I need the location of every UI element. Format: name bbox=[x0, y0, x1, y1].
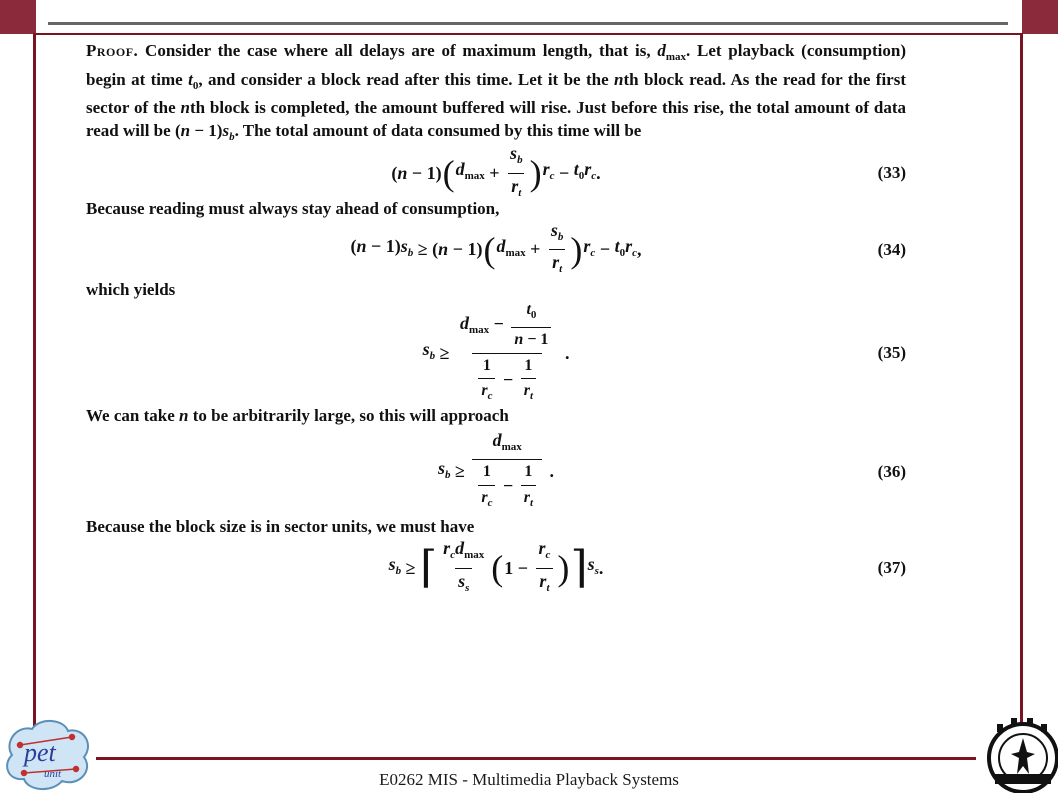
equation-number-37: (37) bbox=[877, 557, 906, 577]
equation-34: $(n - 1)s_b$ ≥ (n − 1) ( $d_{max}$ + $\frac{s_b}{r_t}$ ) $r_c$ − $t_0r_c$ , (34) bbox=[86, 221, 906, 279]
proof-paragraph-4: We can take n to be arbitrarily large, so this will approach bbox=[86, 406, 509, 425]
bottom-rule bbox=[96, 757, 976, 760]
slide-footer: E0262 MIS - Multimedia Playback Systems bbox=[379, 770, 679, 789]
corner-block-right bbox=[1022, 0, 1058, 34]
equation-number-35: (35) bbox=[877, 342, 906, 362]
svg-text:unit: unit bbox=[44, 768, 62, 780]
equation-33: (n − 1) ( $d_{max}$ + $\frac{s_b}{r_t}$ ) $r_c$ − $t_0r_c$ . (33) bbox=[86, 148, 906, 198]
proof-heading: Proof. bbox=[86, 41, 139, 60]
equation-37: $s_b$ ≥ ⌈ $\frac{r_cd_{max}}{s_s}$ ( 1 − $\frac{r_c}{r_t}$ ) ⌉ $s_s$ . (37) bbox=[86, 538, 906, 598]
equation-35: $s_b$ ≥ $d_{max}$ − $\frac{t_0}{n - 1}$ $\frac{1}{r_c}$ − $\frac{1}{r_t}$ . (35) bbox=[86, 301, 906, 405]
equation-number-34: (34) bbox=[877, 239, 906, 259]
scan-top-rule bbox=[48, 22, 1008, 25]
math-dmax: $d_{max}$ bbox=[657, 41, 687, 63]
proof-paragraph-3: which yields bbox=[86, 279, 176, 299]
equation-36: $s_b$ ≥ $d_{max}$ $\frac{1}{r_c}$ − $\frac{1}{r_t}$ . (36) bbox=[86, 428, 906, 516]
equation-number-33: (33) bbox=[877, 162, 906, 182]
proof-paragraph-1: Proof. Consider the case where all delays are of maximum length, that is, $d_{max}$. Let playback (consumption) begin at time $t_0$, and consider a block read after this time. Let it be the nth block read. As the read for the first sector of the nth block is completed, the amount buffered will rise. Just before this rise, the total amount of data read will be $(n - 1)s_b$. The total amount of data consumed by this time will be bbox=[86, 41, 907, 143]
equation-number-36: (36) bbox=[877, 461, 906, 481]
proof-paragraph-5: Because the block size is in sector units, we must have bbox=[86, 516, 475, 536]
svg-text:pet: pet bbox=[24, 738, 56, 767]
proof-content bbox=[86, 40, 906, 598]
proof-paragraph-2: Because reading must always stay ahead of consumption, bbox=[86, 199, 500, 218]
corner-block-left bbox=[0, 0, 36, 34]
